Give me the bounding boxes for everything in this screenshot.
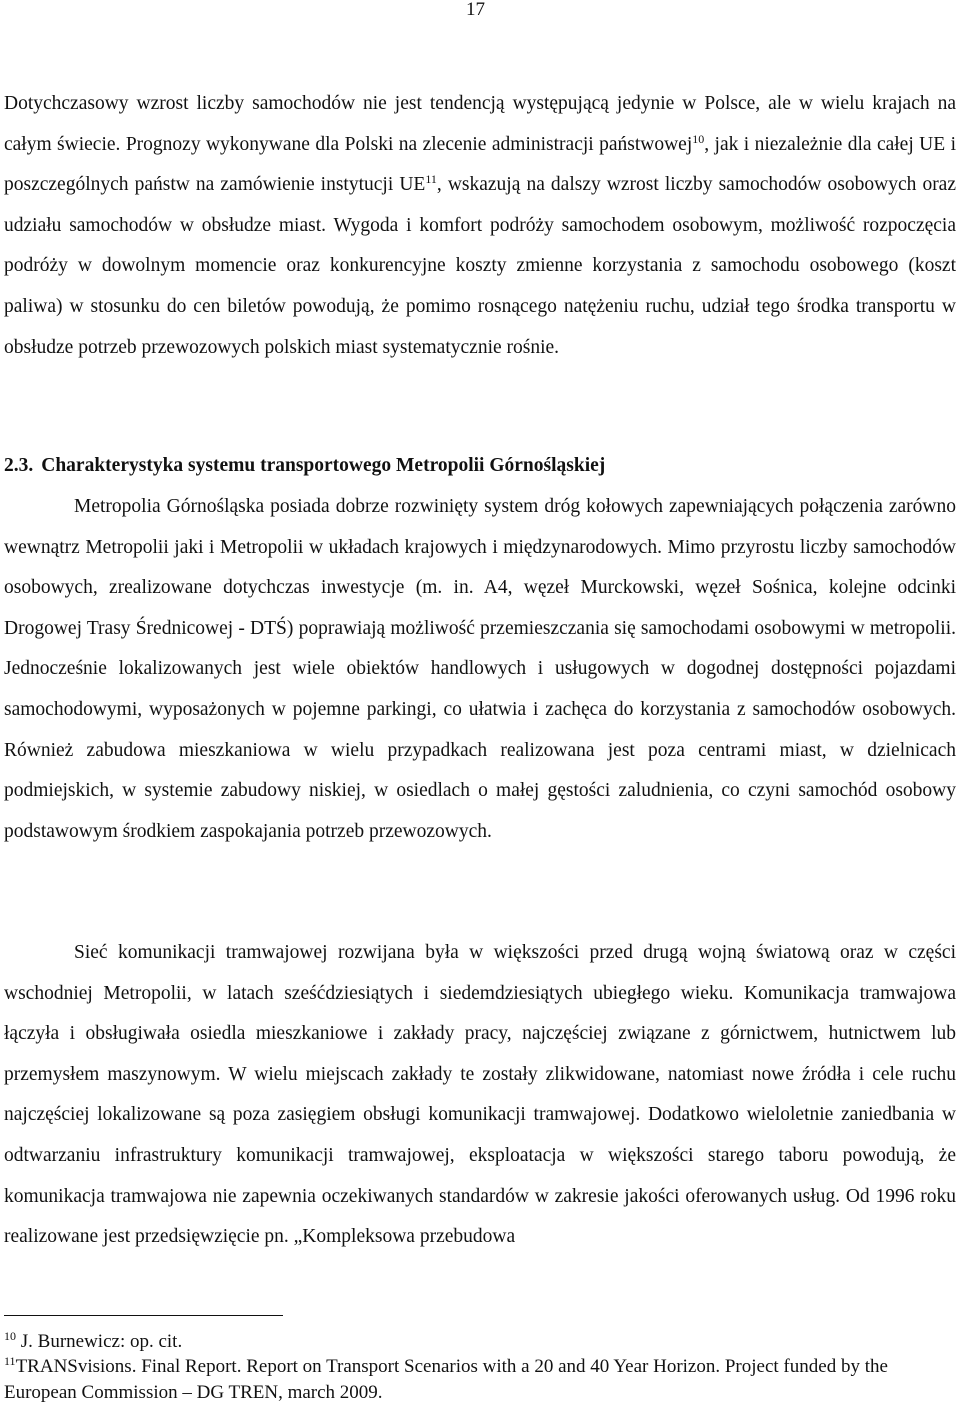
paragraph-car-growth — [4, 84, 956, 368]
footnote-mark: 11 — [4, 1354, 16, 1368]
footnote-11 — [4, 1354, 956, 1406]
footnote-text: TRANSvisions. Final Report. Report on Transport Scenarios with a 20 and 40 Year Horizon. Project funded by the European Commission – DG TREN, march 2009. — [4, 1356, 888, 1403]
paragraph-text: Dotychczasowy wzrost liczby samochodów nie jest tendencją występującą jedynie w Polsce, ale w wielu krajach na całym świecie. Prognozy wykonywane dla Polski na zlecenie administracji państwowej — [4, 93, 956, 155]
paragraph-text: , wskazują na dalszy wzrost liczby samochodów osobowych oraz udziału samochodów w obsłudze miast. Wygoda i komfort podróży samochodem osobowym, możliwość rozpoczęcia podróży w dowolnym momencie oraz konkurencyjne koszty zmienne korzystania z samochodu osobowego (koszt paliwa) w stosunku do cen biletów powodują, że pomimo rosnącego natężeniu ruchu, udział tego środka transportu w obsłudze potrzeb przewozowych polskich miast systematycznie rośnie. — [4, 174, 956, 358]
footnote-ref-10[interactable]: 10 — [692, 131, 705, 146]
footnote-ref-11[interactable]: 11 — [425, 172, 437, 187]
section-heading — [4, 446, 605, 487]
paragraph-road-system: Metropolia Górnośląska posiada dobrze rozwinięty system dróg kołowych zapewniających połączenia zarówno wewnątrz Metropolii jaki i Metropolii w układach krajowych i międzynarodowych. Mimo przyrostu liczby samochodów osobowych, zrealizowane dotychczas inwestycje (m. in. A4, węzeł Murckowski, węzeł Sośnica, kolejne odcinki Drogowej Trasy Średnicowej - DTŚ) poprawiają możliwość przemieszczania się samochodami osobowymi w metropolii. Jednocześnie lokalizowanych jest wiele obiektów handlowych i usługowych w dogodnej dostępności pojazdami samochodowymi, wyposażonych w pojemne parkingi, co ułatwia i zachęca do korzystania z samochodów osobowych. Również zabudowa mieszkaniowa w wielu przypadkach realizowana jest poza centrami miast, w dzielnicach podmiejskich, w systemie zabudowy niskiej, w osiedlach o małej gęstości zaludnienia, co czyni samochód osobowy podstawowym środkiem zaspokajania potrzeb przewozowych. — [4, 496, 956, 842]
paragraph-tram-network: Sieć komunikacji tramwajowej rozwijana była w większości przed drugą wojną światową oraz w części wschodniej Metropolii, w latach sześćdziesiątych i siedemdziesiątych ubiegłego wieku. Komunikacja tramwajowa łączyła i obsługiwała osiedla mieszkaniowe i zakłady pracy, najczęściej związane z górnictwem, hutnictwem lub przemysłem maszynowym. W wielu miejscach zakłady te zostały zlikwidowane, natomiast nowe źródła i cele ruchu najczęściej lokalizowane są poza zasięgiem obsługi komunikacji tramwajowej. Dodatkowo wieloletnie zaniedbania w odtwarzaniu infrastruktury komunikacji tramwajowej, eksploatacja w większości starego taboru powodują, że komunikacja tramwajowa nie zapewnia oczekiwanych standardów w zakresie jakości oferowanych usług. Od 1996 roku realizowane jest przedsięwzięcie pn. „Kompleksowa przebudowa — [4, 942, 956, 1248]
paragraph-text: , jak i niezależnie dla całej UE i poszczególnych państw na zamówienie instytucji UE — [4, 133, 956, 196]
section-title: Charakterystyka systemu transportowego Metropolii Górnośląskiej — [41, 455, 606, 476]
section-number: 2.3. — [4, 455, 34, 476]
footnote-separator — [4, 1315, 283, 1316]
page-number: 17 — [466, 0, 485, 20]
footnote-mark: 10 — [4, 1329, 16, 1343]
footnote-10 — [4, 1329, 956, 1355]
footnote-text: J. Burnewicz: op. cit. — [16, 1331, 183, 1352]
